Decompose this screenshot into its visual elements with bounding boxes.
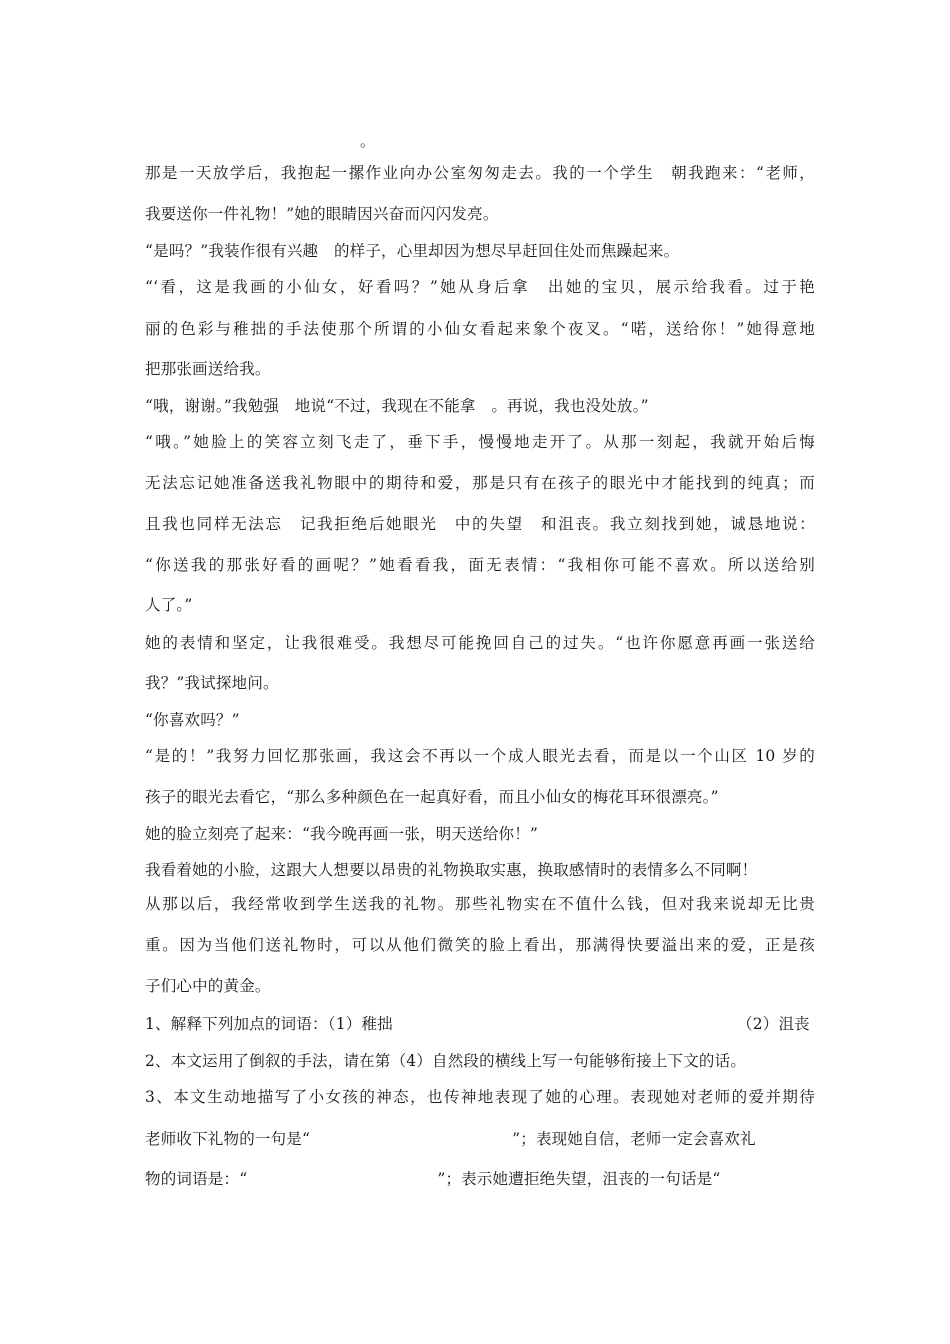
question-3-line-3-start: 物的词语是：“ — [145, 1170, 248, 1188]
body-line-16: “是的！”我努力回忆那张画，我这会不再以一个成人眼光去看，而是以一个山区 10 岁的 — [145, 747, 815, 765]
question-3-line-1: 3、本文生动地描写了小女孩的神态，也传神地表现了她的心理。表现她对老师的爱并期待 — [145, 1088, 815, 1106]
body-line-12: 人了。” — [145, 596, 193, 614]
question-1-part-2: （2）沮丧 — [737, 1015, 810, 1033]
body-line-3: “是吗？”我装作很有兴趣 的样子，心里却因为想尽早赶回住处而焦躁起来。 — [145, 242, 680, 260]
question-3-line-2-start: 老师收下礼物的一句是“ — [145, 1130, 311, 1148]
question-3-line-3-end: ”；表示她遭拒绝失望，沮丧的一句话是“ — [437, 1170, 721, 1188]
question-3-line-2-end: ”；表现她自信，老师一定会喜欢礼 — [512, 1130, 756, 1148]
question-1 — [145, 1013, 815, 1035]
body-line-15: “你喜欢吗？” — [145, 711, 240, 729]
question-3-line-2 — [145, 1128, 815, 1150]
body-line-9: 无法忘记她准备送我礼物眼中的期待和爱，那是只有在孩子的眼光中才能找到的纯真；而 — [145, 474, 815, 492]
body-line-11: “你送我的那张好看的画呢？”她看看我，面无表情：“我相你可能不喜欢。所以送给别 — [145, 556, 815, 574]
body-line-14: 我？”我试探地问。 — [145, 674, 279, 692]
body-line-8: “哦。”她脸上的笑容立刻飞走了，垂下手，慢慢地走开了。从那一刻起，我就开始后悔 — [145, 433, 815, 451]
body-line-13: 她的表情和坚定，让我很难受。我想尽可能挽回自己的过失。“也许你愿意再画一张送给 — [145, 634, 815, 652]
question-1-part-1: 1、解释下列加点的词语：（1）稚拙 — [145, 1015, 393, 1033]
body-line-17: 孩子的眼光去看它，“那么多种颜色在一起真好看，而且小仙女的梅花耳环很漂亮。” — [145, 788, 719, 806]
body-line-10: 且我也同样无法忘 记我拒绝后她眼光 中的失望 和沮丧。我立刻找到她，诚恳地说： — [145, 515, 815, 533]
body-line-20: 从那以后，我经常收到学生送我的礼物。那些礼物实在不值什么钱，但对我来说却无比贵 — [145, 895, 815, 913]
question-3-line-3 — [145, 1168, 815, 1190]
body-line-22: 子们心中的黄金。 — [145, 977, 271, 995]
body-line-2: 我要送你一件礼物！”她的眼睛因兴奋而闪闪发亮。 — [145, 205, 499, 223]
body-line-4: “‘看，这是我画的小仙女，好看吗？”她从身后拿 出她的宝贝，展示给我看。过于艳 — [145, 278, 815, 296]
body-line-6: 把那张画送给我。 — [145, 360, 271, 378]
body-line-7: “哦，谢谢。”我勉强 地说“不过，我现在不能拿 。再说，我也没处放。” — [145, 397, 649, 415]
body-line-5: 丽的色彩与稚拙的手法使那个所谓的小仙女看起来象个夜叉。“喏，送给你！”她得意地 — [145, 320, 815, 338]
body-line-19: 我看着她的小脸，这跟大人想要以昂贵的礼物换取实惠，换取感情时的表情多么不同啊！ — [145, 861, 758, 879]
question-2: 2、本文运用了倒叙的手法，请在第（4）自然段的横线上写一句能够衔接上下文的话。 — [145, 1052, 747, 1070]
body-line-1: 那是一天放学后，我抱起一摞作业向办公室匆匆走去。我的一个学生 朝我跑来：“老师， — [145, 164, 815, 182]
body-line-21: 重。因为当他们送礼物时，可以从他们微笑的脸上看出，那满得快要溢出来的爱，正是孩 — [145, 936, 815, 954]
top-mark: 。 — [360, 132, 376, 150]
body-line-18: 她的脸立刻亮了起来：“我今晚再画一张，明天送给你！” — [145, 825, 539, 843]
